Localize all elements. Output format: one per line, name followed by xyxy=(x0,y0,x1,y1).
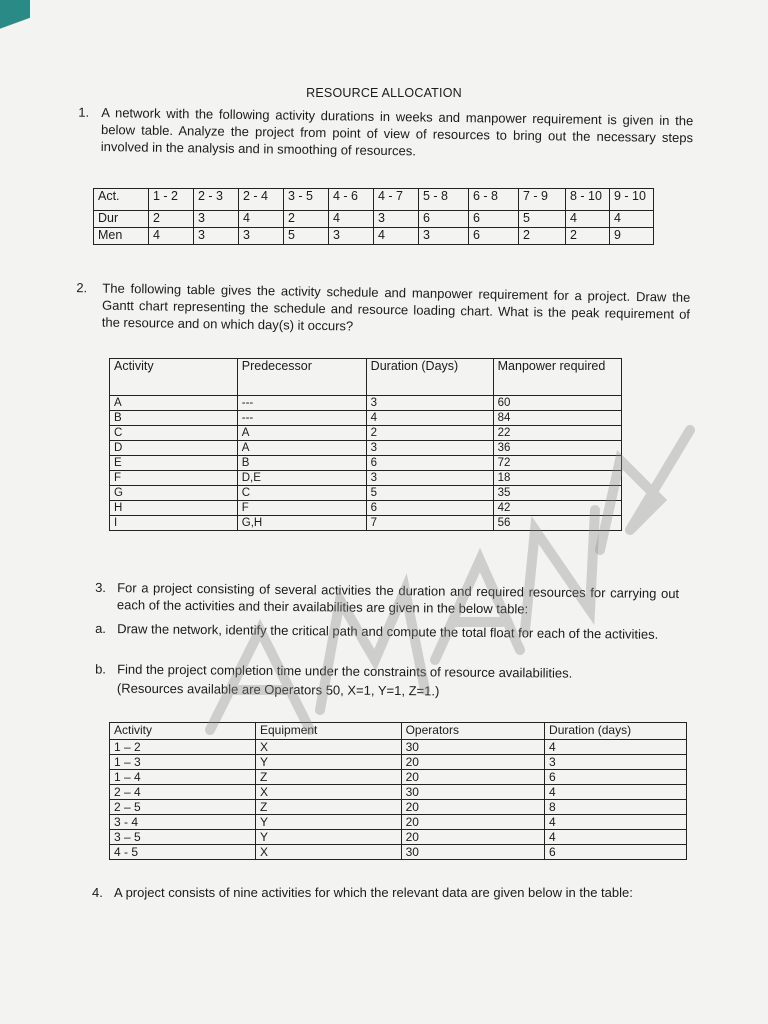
table-cell: 2 xyxy=(149,211,194,228)
question-text: The following table gives the activity schedule and manpower requirement for a project. Draw the Gantt chart representing the schedule and resource loading chart. What is the peak requirement of the resource and on which day(s) it occurs? xyxy=(101,280,691,334)
header-cell: 6 - 8 xyxy=(469,189,519,211)
table-cell: 6 xyxy=(545,770,687,785)
table-cell: 5 xyxy=(519,211,566,228)
table-cell: 84 xyxy=(493,411,621,426)
header-cell: 4 - 6 xyxy=(329,189,374,211)
table-cell: H xyxy=(110,501,238,516)
question-number: 4. xyxy=(92,885,103,900)
table-cell: A xyxy=(110,396,238,411)
table-cell: 9 xyxy=(610,228,654,245)
page-title: RESOURCE ALLOCATION xyxy=(306,86,462,100)
table-cell: Y xyxy=(256,815,402,830)
table-cell: 1 – 4 xyxy=(110,770,256,785)
table-cell: Y xyxy=(256,755,402,770)
table-cell: 20 xyxy=(401,815,544,830)
table-cell: 35 xyxy=(493,486,621,501)
table-cell: 8 xyxy=(545,800,687,815)
table-cell: D xyxy=(110,441,238,456)
table-cell: 60 xyxy=(493,396,621,411)
sub-text: Draw the network, identify the critical path and compute the total float for each of the activities. xyxy=(117,621,659,642)
table-cell: 6 xyxy=(469,211,519,228)
header-cell: Duration (days) xyxy=(545,723,687,740)
table-cell: 18 xyxy=(493,471,621,486)
table-cell: 5 xyxy=(284,228,329,245)
table-cell: G xyxy=(110,486,238,501)
table-row xyxy=(110,800,687,815)
table-cell: 30 xyxy=(401,740,544,755)
table-cell: 2 – 5 xyxy=(110,800,256,815)
table-cell: 7 xyxy=(366,516,493,531)
table-cell: 3 xyxy=(374,211,419,228)
question-3a xyxy=(95,621,680,661)
table-cell: Men xyxy=(94,228,149,245)
table-row xyxy=(110,815,687,830)
header-cell: 4 - 7 xyxy=(374,189,419,211)
table-header-row xyxy=(110,723,687,740)
table-cell: 6 xyxy=(366,456,493,471)
sub-text: Find the project completion time under the constraints of resource availabilities. xyxy=(117,661,573,681)
table-cell: 4 xyxy=(239,211,284,228)
question-2 xyxy=(76,279,693,345)
table-cell: 4 xyxy=(329,211,374,228)
table-cell: 6 xyxy=(469,228,519,245)
table-cell: 3 xyxy=(419,228,469,245)
sub-label: b. xyxy=(95,661,107,677)
table-cell: B xyxy=(237,456,366,471)
table-cell: 3 xyxy=(329,228,374,245)
header-cell: Activity xyxy=(110,359,238,396)
header-cell: Manpower required xyxy=(493,359,621,396)
table-row xyxy=(110,471,622,486)
table-row xyxy=(110,755,687,770)
table-header-row xyxy=(110,359,622,396)
table-cell: C xyxy=(237,486,366,501)
table-cell: X xyxy=(256,740,402,755)
table-activity-durations xyxy=(93,188,654,245)
table-cell: X xyxy=(256,785,402,800)
table-cell: 30 xyxy=(401,785,544,800)
header-cell: Predecessor xyxy=(237,359,366,396)
table-cell: I xyxy=(110,516,238,531)
question-number: 2. xyxy=(76,280,88,296)
table-cell: 6 xyxy=(545,845,687,860)
table-cell: D,E xyxy=(237,471,366,486)
table-cell: 20 xyxy=(401,800,544,815)
header-cell: Act. xyxy=(94,189,149,211)
table-cell: Z xyxy=(256,800,402,815)
table-cell: 36 xyxy=(493,441,621,456)
table-row xyxy=(110,486,622,501)
table-cell: Z xyxy=(256,770,402,785)
table-cell: 4 - 5 xyxy=(110,845,256,860)
header-cell: 2 - 3 xyxy=(194,189,239,211)
table-cell: 4 xyxy=(610,211,654,228)
question-1 xyxy=(78,104,697,173)
table-cell: 4 xyxy=(545,740,687,755)
table-cell: F xyxy=(110,471,238,486)
table-cell: 3 xyxy=(366,441,493,456)
table-cell: 20 xyxy=(401,830,544,845)
table-cell: 3 xyxy=(366,471,493,486)
table-row xyxy=(110,501,622,516)
table-cell: 2 xyxy=(284,211,329,228)
table-cell: F xyxy=(237,501,366,516)
table-cell: 4 xyxy=(149,228,194,245)
table-cell: E xyxy=(110,456,238,471)
table-cell: C xyxy=(110,426,238,441)
resource-note: (Resources available are Operators 50, X=1, Y=1, Z=1.) xyxy=(116,680,440,699)
question-4 xyxy=(92,884,672,902)
header-cell: 8 - 10 xyxy=(566,189,610,211)
table-cell: B xyxy=(110,411,238,426)
table-cell: Y xyxy=(256,830,402,845)
question-number: 3. xyxy=(95,579,107,596)
table-row xyxy=(110,740,687,755)
table-cell: 56 xyxy=(493,516,621,531)
table-row xyxy=(110,516,622,531)
table-row xyxy=(110,785,687,800)
table-cell: Dur xyxy=(94,211,149,228)
header-cell: 3 - 5 xyxy=(284,189,329,211)
table-cell: 20 xyxy=(401,755,544,770)
table-cell: 4 xyxy=(374,228,419,245)
table-cell: A xyxy=(237,441,366,456)
table-cell: 42 xyxy=(493,501,621,516)
table-row xyxy=(94,211,654,228)
table-cell: 30 xyxy=(401,845,544,860)
table-cell: 2 xyxy=(366,426,493,441)
table-cell: 4 xyxy=(366,411,493,426)
table-row xyxy=(110,441,622,456)
table-cell: 2 – 4 xyxy=(110,785,256,800)
table-row xyxy=(110,396,622,411)
header-cell: 1 - 2 xyxy=(149,189,194,211)
table-cell: 5 xyxy=(366,486,493,501)
header-cell: Operators xyxy=(401,723,544,740)
table-header-row xyxy=(94,189,654,211)
table-row xyxy=(110,770,687,785)
table-cell: A xyxy=(237,426,366,441)
question-number: 1. xyxy=(78,104,90,120)
question-3 xyxy=(95,579,680,621)
table-cell: 20 xyxy=(401,770,544,785)
table-cell: --- xyxy=(237,396,366,411)
table-cell: 2 xyxy=(519,228,566,245)
table-cell: 3 xyxy=(545,755,687,770)
table-cell: 2 xyxy=(566,228,610,245)
table-cell: 3 xyxy=(239,228,284,245)
table-cell: 3 - 4 xyxy=(110,815,256,830)
table-cell: 6 xyxy=(366,501,493,516)
table-row xyxy=(94,228,654,245)
sub-label: a. xyxy=(95,620,107,637)
question-3b xyxy=(95,661,680,702)
header-cell: 5 - 8 xyxy=(419,189,469,211)
table-cell: 22 xyxy=(493,426,621,441)
table-cell: --- xyxy=(237,411,366,426)
header-cell: 7 - 9 xyxy=(519,189,566,211)
table-cell: 4 xyxy=(545,815,687,830)
table-cell: 1 – 3 xyxy=(110,755,256,770)
question-text: For a project consisting of several activities the duration and required resources for carrying out each of the activities and their availabilities are given in the below table: xyxy=(116,580,680,617)
table-activity-schedule xyxy=(109,358,622,531)
table-row xyxy=(110,830,687,845)
header-cell: Equipment xyxy=(256,723,402,740)
table-cell: 4 xyxy=(566,211,610,228)
table-row xyxy=(110,426,622,441)
table-cell: 72 xyxy=(493,456,621,471)
header-cell: 9 - 10 xyxy=(610,189,654,211)
table-cell: 4 xyxy=(545,785,687,800)
table-row xyxy=(110,456,622,471)
header-cell: 2 - 4 xyxy=(239,189,284,211)
table-equipment-operators xyxy=(109,722,687,860)
question-text: A project consists of nine activities for which the relevant data are given below in the table: xyxy=(114,885,633,900)
table-cell: 3 xyxy=(366,396,493,411)
table-cell: G,H xyxy=(237,516,366,531)
table-cell: 3 – 5 xyxy=(110,830,256,845)
header-cell: Activity xyxy=(110,723,256,740)
question-text: A network with the following activity durations in weeks and manpower requirement is given in the below table. Analyze the project from point of view of resources to bring out the necessary steps involved in the analysis and in smoothing of resources. xyxy=(100,105,694,159)
table-row xyxy=(110,411,622,426)
table-cell: 3 xyxy=(194,211,239,228)
table-cell: 3 xyxy=(194,228,239,245)
table-cell: 1 – 2 xyxy=(110,740,256,755)
table-cell: X xyxy=(256,845,402,860)
header-cell: Duration (Days) xyxy=(366,359,493,396)
table-cell: 4 xyxy=(545,830,687,845)
table-cell: 6 xyxy=(419,211,469,228)
table-row xyxy=(110,845,687,860)
